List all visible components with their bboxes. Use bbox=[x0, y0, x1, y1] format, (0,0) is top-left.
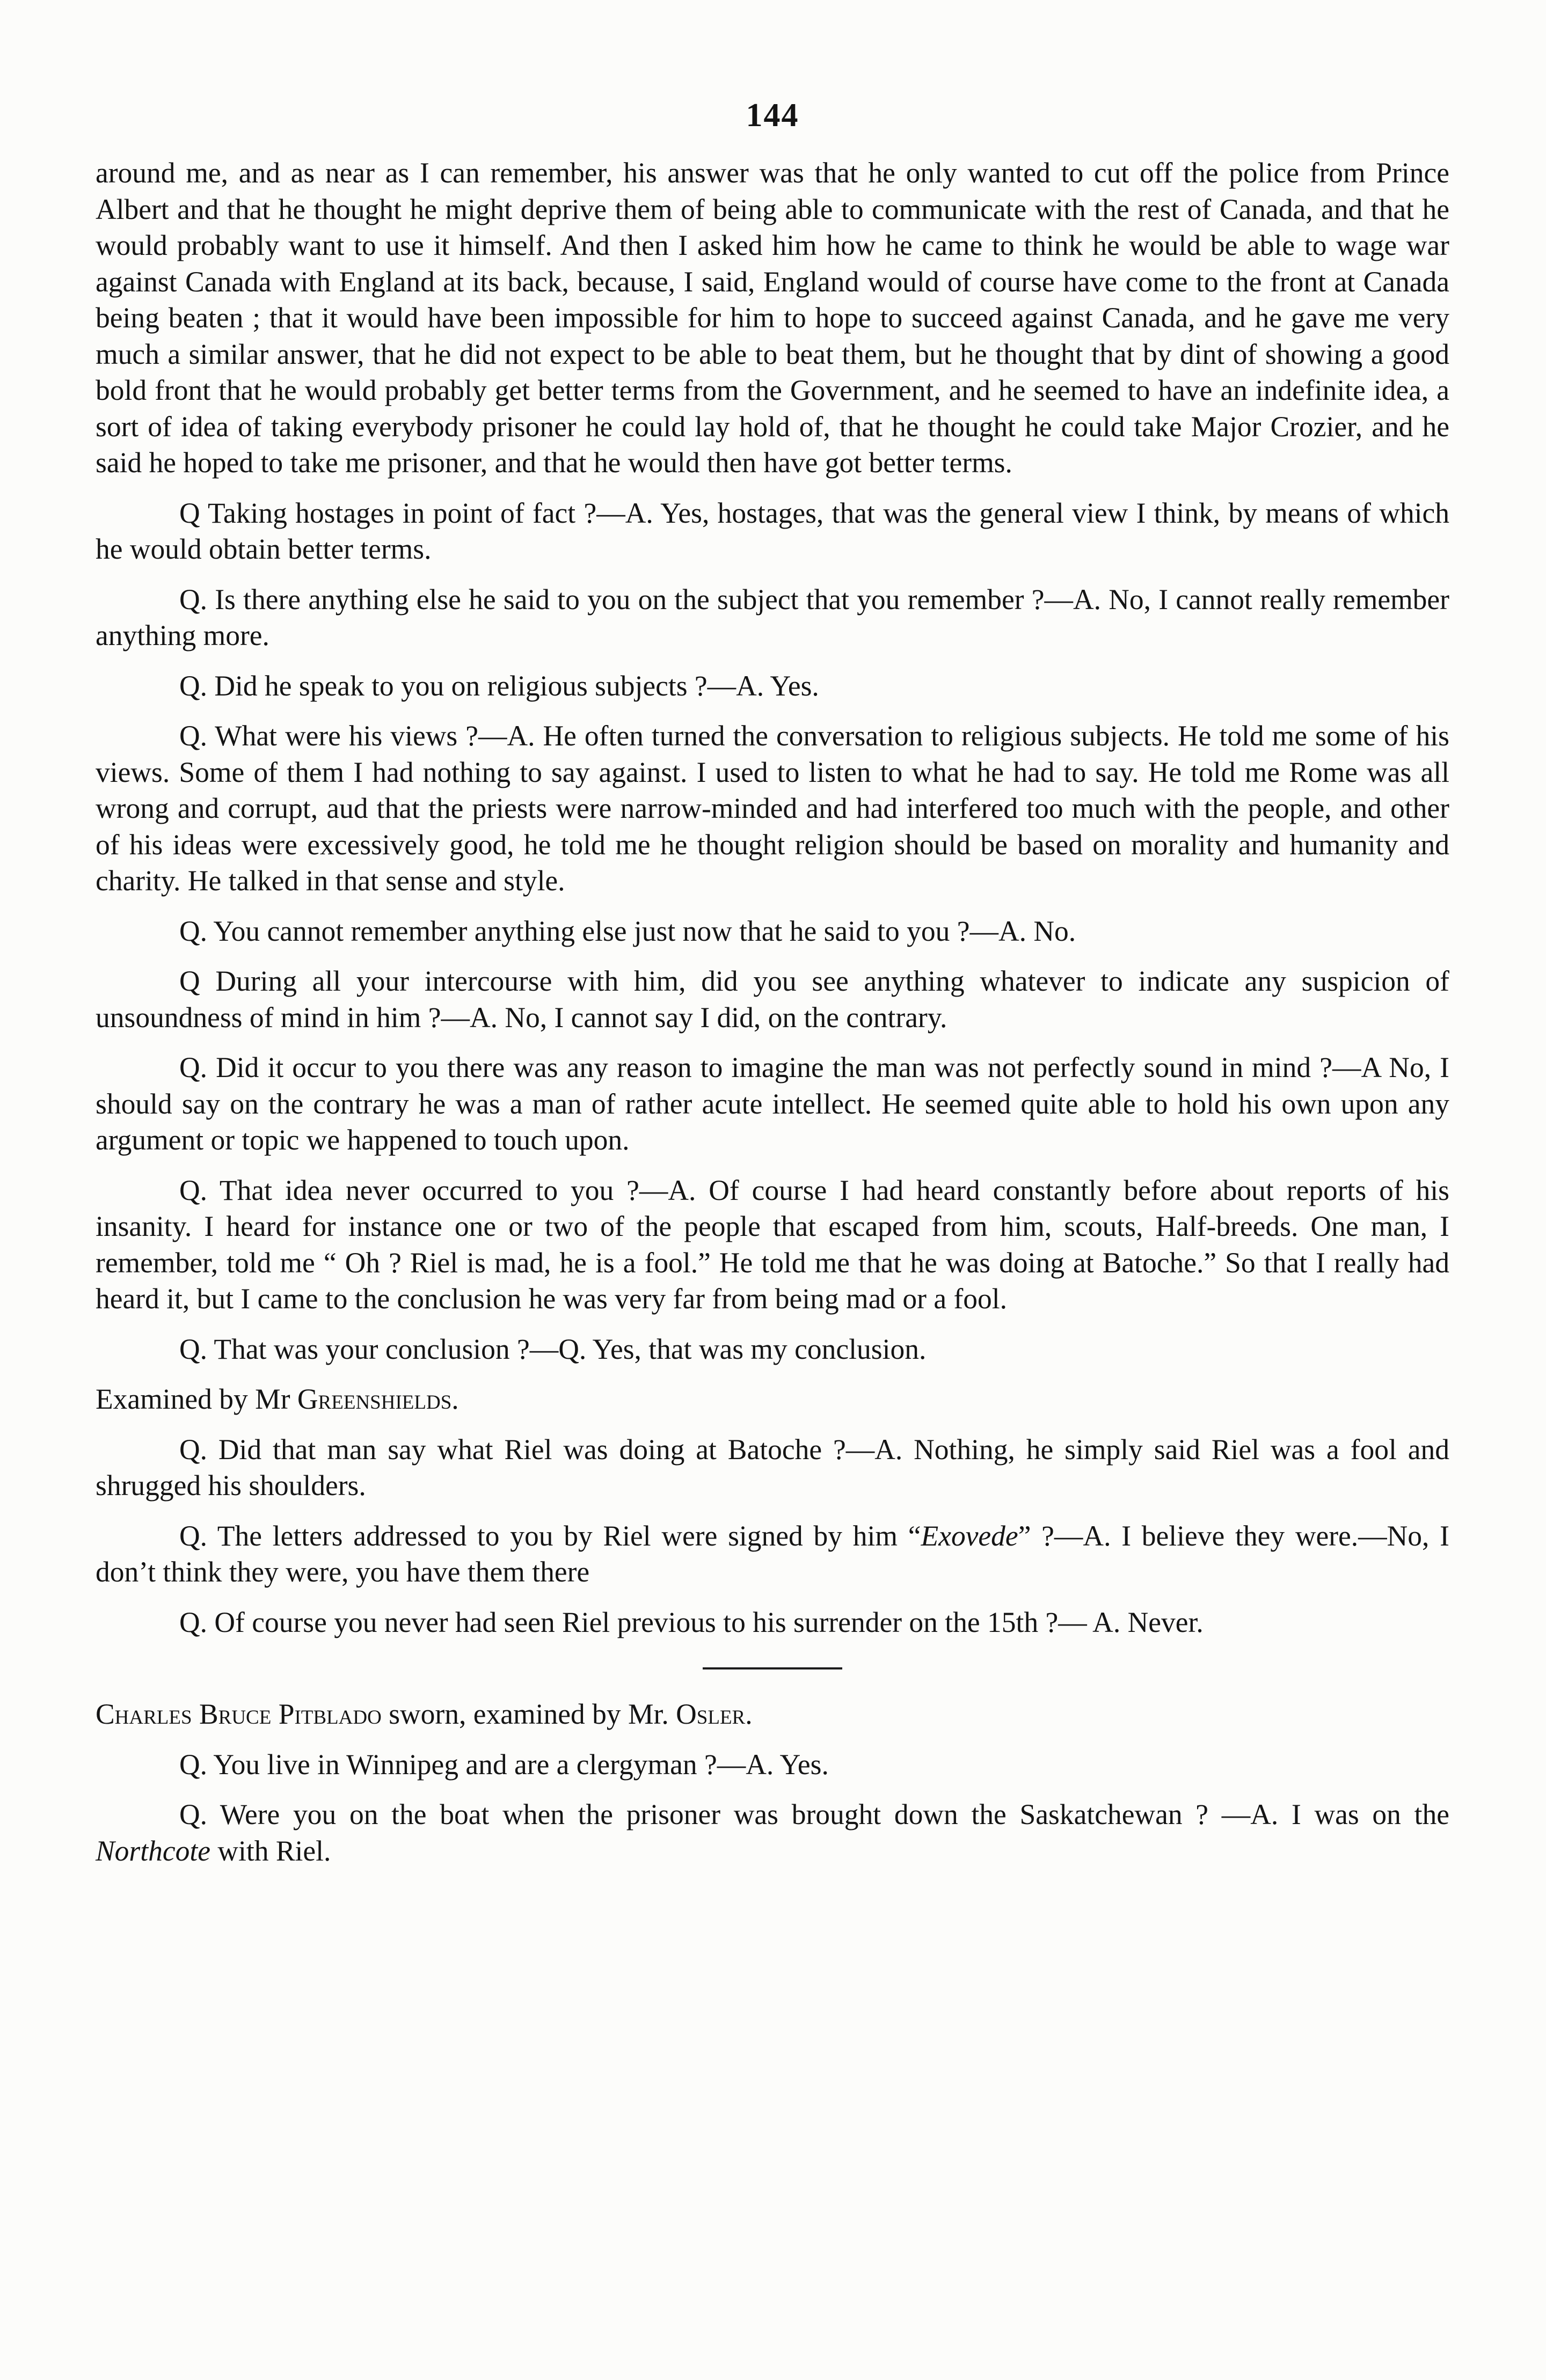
examined-by-heading bbox=[96, 1381, 1449, 1418]
witness-name: Charles Bruce Pitblado bbox=[96, 1698, 382, 1730]
qa-winnipeg: Q. You live in Winnipeg and are a clergyman ?—A. Yes. bbox=[179, 1748, 829, 1781]
letters-text-before: Q. The letters addressed to you by Riel were signed by him “ bbox=[179, 1519, 921, 1552]
qa-insanity-reports: Q. That idea never occurred to you ?—A. Of course I had heard constantly before about reports of his insanity. I heard for instance one or two of the people that escaped from him, scouts, Half-breeds. One man, I remember, told me “ Oh ? Riel is mad, he is a fool.” He told me that he was doing at Batoche.” So that I really had heard it, but I came to the conclusion he was very far from being mad or a fool. bbox=[96, 1174, 1449, 1315]
qa-anything-else: Q. Is there anything else he said to you on the subject that you remember ?—A. No, I cannot really remember anything more. bbox=[96, 583, 1449, 651]
northcote-text-before: Q. Were you on the boat when the prisoner was brought down the Saskatchewan ? —A. I was on the bbox=[179, 1798, 1449, 1830]
examiner-name: Greenshields bbox=[297, 1383, 452, 1415]
sworn-middle: sworn, examined by Mr. bbox=[381, 1698, 676, 1730]
qa-surrender: Q. Of course you never had seen Riel previous to his surrender on the 15th ?— A. Never. bbox=[179, 1606, 1204, 1638]
examined-suffix: . bbox=[451, 1383, 459, 1415]
qa-letters bbox=[96, 1518, 1449, 1591]
letters-text-after: ” ?—A. I believe they were.—No, I don’t think they were, you have them there bbox=[96, 1519, 1449, 1588]
section-divider bbox=[703, 1667, 842, 1669]
qa-northcote bbox=[96, 1797, 1449, 1869]
page-number: 144 bbox=[746, 97, 799, 134]
sworn-suffix: . bbox=[745, 1698, 753, 1730]
qa-conclusion: Q. That was your conclusion ?—Q. Yes, that was my conclusion. bbox=[179, 1332, 927, 1365]
qa-intercourse: Q During all your intercourse with him, did you see anything whatever to indicate any suspicion of unsoundness of mind in him ?—A. No, I cannot say I did, on the contrary. bbox=[96, 965, 1449, 1034]
qa-sound-mind: Q. Did it occur to you there was any reason to imagine the man was not perfectly sound in mind ?—A No, I should say on the contrary he was a man of rather acute intellect. He seemed quite able to hold his own upon any argument or topic we happened to touch upon. bbox=[96, 1051, 1449, 1156]
qa-hostages: Q Taking hostages in point of fact ?—A. Yes, hostages, that was the general view I think, by means of which he would obtain better terms. bbox=[96, 496, 1449, 565]
paragraph-continuation: around me, and as near as I can remember, his answer was that he only wanted to cut off the police from Prince Albert and that he thought he might deprive them of being able to communicate with the rest of Canada, and that he would probably want to use it himself. And then I asked him how he came to think he would be able to wage war against Canada with England at its back, because, I said, England would of course have come to the front at Canada being beaten ; that it would have been impossible for him to hope to succeed against Canada, and he gave me very much a similar answer, that he did not expect to be able to beat them, but he thought that by dint of showing a good bold front that he would probably get better terms from the Government, and he seemed to have an indefinite idea, a sort of idea of taking everybody prisoner he could lay hold of, that he thought he could take Major Crozier, and he said he hoped to take me prisoner, and that he would then have got better terms. bbox=[96, 157, 1449, 479]
northcote-text-after: with Riel. bbox=[210, 1834, 331, 1867]
qa-batoche: Q. Did that man say what Riel was doing at Batoche ?—A. Nothing, he simply said Riel was a fool and shrugged his shoulders. bbox=[96, 1433, 1449, 1502]
examiner-osler: Osler bbox=[676, 1698, 746, 1730]
qa-religious-subjects: Q. Did he speak to you on religious subjects ?—A. Yes. bbox=[179, 669, 819, 702]
qa-cannot-remember: Q. You cannot remember anything else just now that he said to you ?—A. No. bbox=[179, 914, 1076, 947]
document-page bbox=[96, 97, 1449, 1883]
letters-italic-word: Exovede bbox=[921, 1519, 1018, 1552]
northcote-italic-word: Northcote bbox=[96, 1834, 210, 1867]
qa-his-views: Q. What were his views ?—A. He often turned the conversation to religious subjects. He told me some of his views. Some of them I had nothing to say against. I used to listen to what he had to say. He told me Rome was all wrong and corrupt, aud that the priests were narrow-minded and had interfered too much with the people, and other of his ideas were excessively good, he told me he thought religion should be based on morality and humanity and charity. He talked in that sense and style. bbox=[96, 720, 1449, 897]
examined-prefix: Examined by Mr bbox=[96, 1383, 297, 1415]
witness-sworn-heading bbox=[96, 1696, 1449, 1733]
